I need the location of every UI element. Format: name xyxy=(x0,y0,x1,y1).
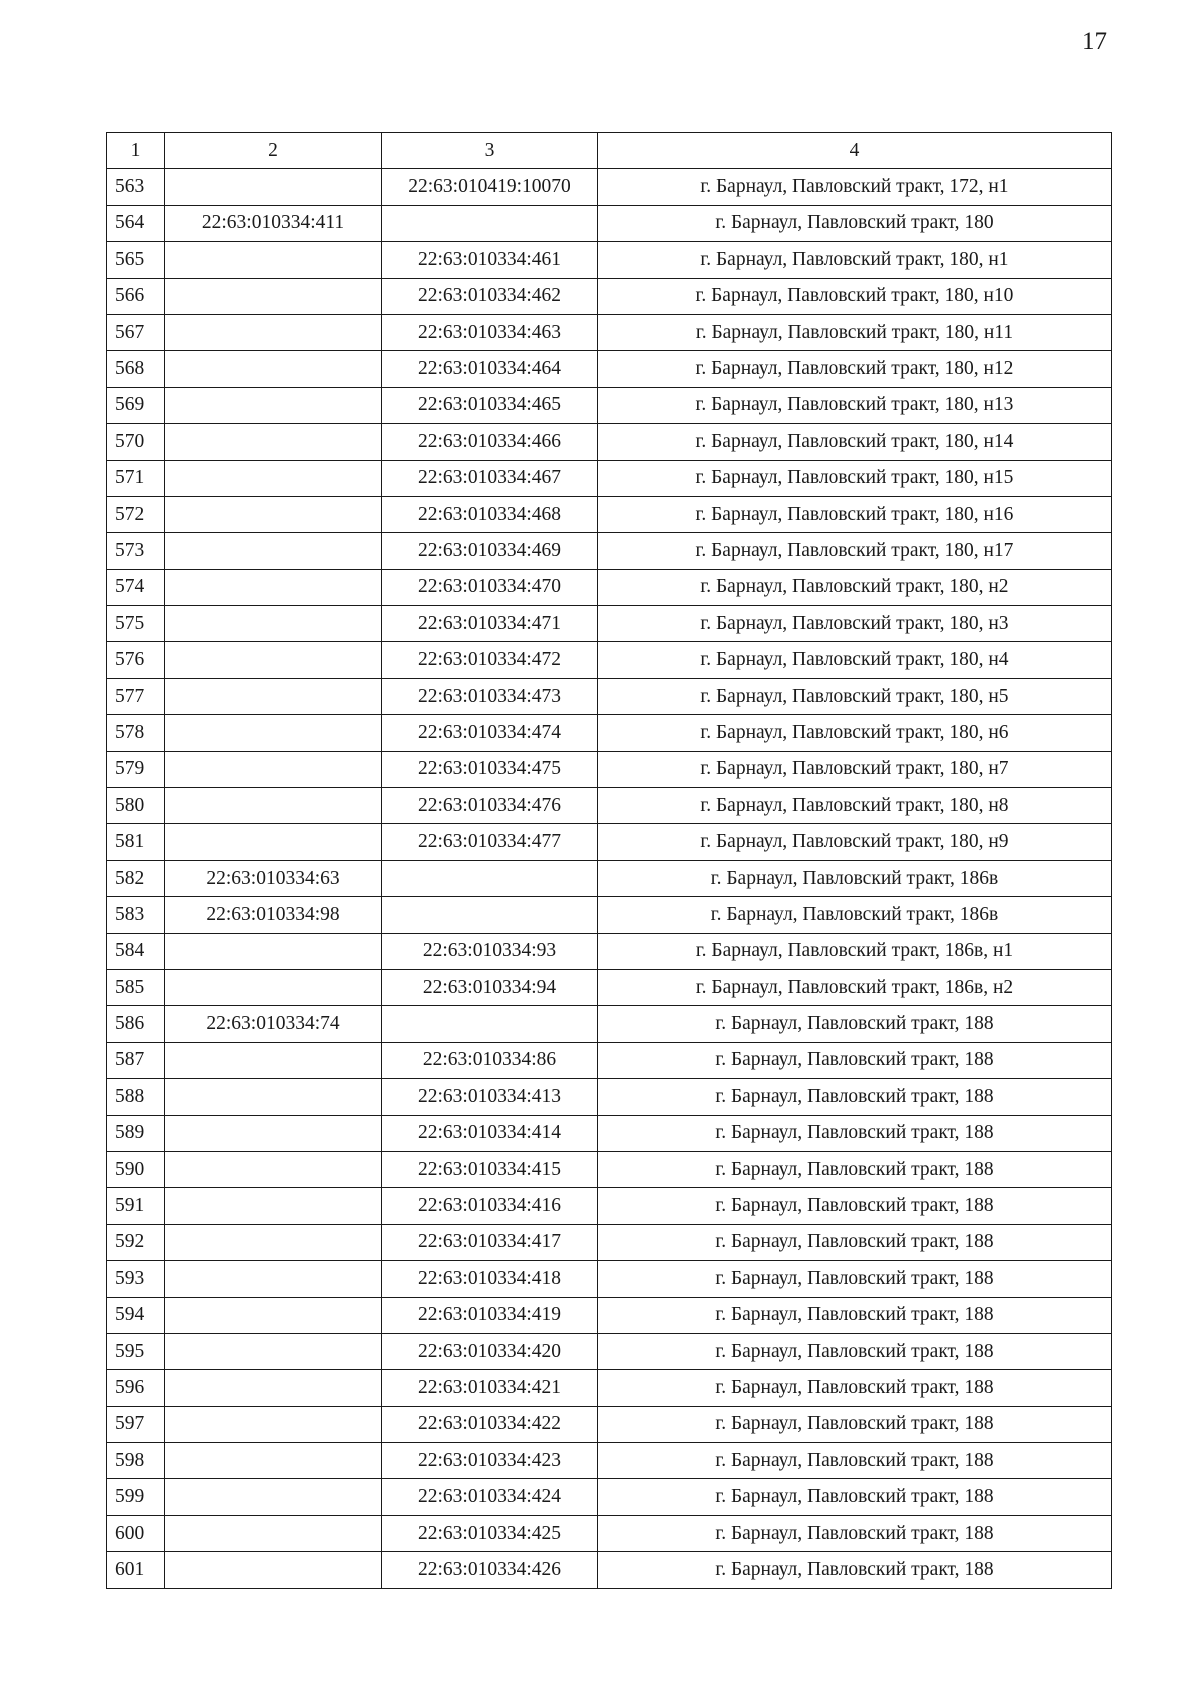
row-number-cell: 569 xyxy=(107,387,165,423)
address-cell: г. Барнаул, Павловский тракт, 180, н4 xyxy=(598,642,1112,678)
cadastral-number-cell xyxy=(165,278,382,314)
table-row xyxy=(107,1479,1112,1515)
address-cell: г. Барнаул, Павловский тракт, 180, н13 xyxy=(598,387,1112,423)
address-cell: г. Барнаул, Павловский тракт, 186в, н1 xyxy=(598,933,1112,969)
row-number-cell: 563 xyxy=(107,169,165,205)
table-row xyxy=(107,1261,1112,1297)
cadastral-number-cell: 22:63:010334:74 xyxy=(165,1006,382,1042)
object-cadastral-number-cell: 22:63:010334:86 xyxy=(382,1042,598,1078)
cadastral-number-cell xyxy=(165,242,382,278)
row-number-cell: 595 xyxy=(107,1333,165,1369)
cadastral-number-cell xyxy=(165,1406,382,1442)
row-number-cell: 565 xyxy=(107,242,165,278)
cadastral-number-cell xyxy=(165,1297,382,1333)
cadastral-number-cell xyxy=(165,1370,382,1406)
object-cadastral-number-cell: 22:63:010334:467 xyxy=(382,460,598,496)
table-row xyxy=(107,933,1112,969)
address-cell: г. Барнаул, Павловский тракт, 180, н8 xyxy=(598,788,1112,824)
table-row xyxy=(107,1333,1112,1369)
row-number-cell: 566 xyxy=(107,278,165,314)
address-cell: г. Барнаул, Павловский тракт, 188 xyxy=(598,1042,1112,1078)
table-row xyxy=(107,824,1112,860)
row-number-cell: 582 xyxy=(107,860,165,896)
row-number-cell: 584 xyxy=(107,933,165,969)
row-number-cell: 588 xyxy=(107,1079,165,1115)
table-row xyxy=(107,1370,1112,1406)
cadastral-number-cell: 22:63:010334:63 xyxy=(165,860,382,896)
row-number-cell: 591 xyxy=(107,1188,165,1224)
column-header-3: 3 xyxy=(382,133,598,169)
address-cell: г. Барнаул, Павловский тракт, 180, н2 xyxy=(598,569,1112,605)
object-cadastral-number-cell xyxy=(382,897,598,933)
row-number-cell: 587 xyxy=(107,1042,165,1078)
address-cell: г. Барнаул, Павловский тракт, 186в, н2 xyxy=(598,969,1112,1005)
object-cadastral-number-cell: 22:63:010334:469 xyxy=(382,533,598,569)
address-cell: г. Барнаул, Павловский тракт, 188 xyxy=(598,1079,1112,1115)
object-cadastral-number-cell: 22:63:010334:468 xyxy=(382,496,598,532)
address-cell: г. Барнаул, Павловский тракт, 188 xyxy=(598,1297,1112,1333)
address-cell: г. Барнаул, Павловский тракт, 180, н1 xyxy=(598,242,1112,278)
cadastral-number-cell xyxy=(165,1443,382,1479)
column-header-4: 4 xyxy=(598,133,1112,169)
row-number-cell: 599 xyxy=(107,1479,165,1515)
address-cell: г. Барнаул, Павловский тракт, 180, н15 xyxy=(598,460,1112,496)
object-cadastral-number-cell: 22:63:010334:424 xyxy=(382,1479,598,1515)
row-number-cell: 570 xyxy=(107,424,165,460)
object-cadastral-number-cell xyxy=(382,860,598,896)
address-cell: г. Барнаул, Павловский тракт, 180, н7 xyxy=(598,751,1112,787)
row-number-cell: 567 xyxy=(107,314,165,350)
address-cell: г. Барнаул, Павловский тракт, 186в xyxy=(598,860,1112,896)
cadastral-number-cell xyxy=(165,533,382,569)
table-row xyxy=(107,1552,1112,1588)
object-cadastral-number-cell: 22:63:010334:422 xyxy=(382,1406,598,1442)
address-cell: г. Барнаул, Павловский тракт, 180, н5 xyxy=(598,678,1112,714)
cadastral-number-cell xyxy=(165,824,382,860)
cadastral-number-cell xyxy=(165,460,382,496)
cadastral-number-cell xyxy=(165,169,382,205)
table-row xyxy=(107,860,1112,896)
object-cadastral-number-cell: 22:63:010334:418 xyxy=(382,1261,598,1297)
object-cadastral-number-cell xyxy=(382,1006,598,1042)
table-row xyxy=(107,1188,1112,1224)
column-header-2: 2 xyxy=(165,133,382,169)
cadastral-number-cell xyxy=(165,351,382,387)
object-cadastral-number-cell: 22:63:010334:464 xyxy=(382,351,598,387)
object-cadastral-number-cell: 22:63:010334:414 xyxy=(382,1115,598,1151)
table-row xyxy=(107,1406,1112,1442)
object-cadastral-number-cell: 22:63:010334:420 xyxy=(382,1333,598,1369)
cadastral-number-cell xyxy=(165,1151,382,1187)
object-cadastral-number-cell: 22:63:010334:475 xyxy=(382,751,598,787)
table-row xyxy=(107,788,1112,824)
row-number-cell: 564 xyxy=(107,205,165,241)
object-cadastral-number-cell: 22:63:010334:463 xyxy=(382,314,598,350)
object-cadastral-number-cell: 22:63:010334:471 xyxy=(382,606,598,642)
row-number-cell: 572 xyxy=(107,496,165,532)
row-number-cell: 593 xyxy=(107,1261,165,1297)
cadastral-number-cell xyxy=(165,678,382,714)
table-row xyxy=(107,169,1112,205)
cadastral-number-cell xyxy=(165,1042,382,1078)
cadastral-number-cell xyxy=(165,1115,382,1151)
address-cell: г. Барнаул, Павловский тракт, 188 xyxy=(598,1115,1112,1151)
row-number-cell: 583 xyxy=(107,897,165,933)
page-number: 17 xyxy=(1082,28,1107,55)
address-cell: г. Барнаул, Павловский тракт, 188 xyxy=(598,1552,1112,1588)
object-cadastral-number-cell: 22:63:010334:476 xyxy=(382,788,598,824)
address-cell: г. Барнаул, Павловский тракт, 180, н3 xyxy=(598,606,1112,642)
row-number-cell: 586 xyxy=(107,1006,165,1042)
cadastral-number-cell xyxy=(165,788,382,824)
table-row xyxy=(107,606,1112,642)
object-cadastral-number-cell: 22:63:010334:421 xyxy=(382,1370,598,1406)
address-cell: г. Барнаул, Павловский тракт, 188 xyxy=(598,1006,1112,1042)
row-number-cell: 589 xyxy=(107,1115,165,1151)
row-number-cell: 601 xyxy=(107,1552,165,1588)
row-number-cell: 592 xyxy=(107,1224,165,1260)
table-row xyxy=(107,314,1112,350)
address-cell: г. Барнаул, Павловский тракт, 188 xyxy=(598,1188,1112,1224)
row-number-cell: 571 xyxy=(107,460,165,496)
cadastral-number-cell xyxy=(165,1515,382,1551)
table-row xyxy=(107,496,1112,532)
row-number-cell: 576 xyxy=(107,642,165,678)
object-cadastral-number-cell: 22:63:010334:423 xyxy=(382,1443,598,1479)
cadastral-number-cell xyxy=(165,424,382,460)
address-cell: г. Барнаул, Павловский тракт, 180, н14 xyxy=(598,424,1112,460)
object-cadastral-number-cell: 22:63:010334:93 xyxy=(382,933,598,969)
cadastral-number-cell: 22:63:010334:411 xyxy=(165,205,382,241)
row-number-cell: 598 xyxy=(107,1443,165,1479)
row-number-cell: 581 xyxy=(107,824,165,860)
table-row xyxy=(107,642,1112,678)
object-cadastral-number-cell: 22:63:010334:419 xyxy=(382,1297,598,1333)
row-number-cell: 600 xyxy=(107,1515,165,1551)
table-row xyxy=(107,205,1112,241)
cadastral-number-cell xyxy=(165,751,382,787)
table-body xyxy=(107,169,1112,1588)
table-row xyxy=(107,278,1112,314)
address-cell: г. Барнаул, Павловский тракт, 186в xyxy=(598,897,1112,933)
cadastral-number-cell xyxy=(165,1188,382,1224)
table-row xyxy=(107,969,1112,1005)
row-number-cell: 585 xyxy=(107,969,165,1005)
row-number-cell: 578 xyxy=(107,715,165,751)
table-row xyxy=(107,1443,1112,1479)
table-row xyxy=(107,460,1112,496)
address-cell: г. Барнаул, Павловский тракт, 188 xyxy=(598,1406,1112,1442)
table-row xyxy=(107,533,1112,569)
address-cell: г. Барнаул, Павловский тракт, 188 xyxy=(598,1515,1112,1551)
object-cadastral-number-cell: 22:63:010334:466 xyxy=(382,424,598,460)
address-cell: г. Барнаул, Павловский тракт, 180 xyxy=(598,205,1112,241)
address-cell: г. Барнаул, Павловский тракт, 188 xyxy=(598,1333,1112,1369)
object-cadastral-number-cell: 22:63:010334:473 xyxy=(382,678,598,714)
row-number-cell: 573 xyxy=(107,533,165,569)
table-row xyxy=(107,1297,1112,1333)
table-row xyxy=(107,1224,1112,1260)
table-row xyxy=(107,751,1112,787)
object-cadastral-number-cell: 22:63:010334:477 xyxy=(382,824,598,860)
address-cell: г. Барнаул, Павловский тракт, 188 xyxy=(598,1443,1112,1479)
object-cadastral-number-cell: 22:63:010334:461 xyxy=(382,242,598,278)
row-number-cell: 590 xyxy=(107,1151,165,1187)
row-number-cell: 579 xyxy=(107,751,165,787)
row-number-cell: 597 xyxy=(107,1406,165,1442)
cadastral-number-cell xyxy=(165,606,382,642)
address-cell: г. Барнаул, Павловский тракт, 172, н1 xyxy=(598,169,1112,205)
address-cell: г. Барнаул, Павловский тракт, 180, н10 xyxy=(598,278,1112,314)
table-row xyxy=(107,1006,1112,1042)
object-cadastral-number-cell: 22:63:010334:416 xyxy=(382,1188,598,1224)
cadastral-number-cell xyxy=(165,1479,382,1515)
address-cell: г. Барнаул, Павловский тракт, 188 xyxy=(598,1151,1112,1187)
address-cell: г. Барнаул, Павловский тракт, 188 xyxy=(598,1370,1112,1406)
table-header-row xyxy=(107,133,1112,169)
address-cell: г. Барнаул, Павловский тракт, 188 xyxy=(598,1261,1112,1297)
address-cell: г. Барнаул, Павловский тракт, 180, н12 xyxy=(598,351,1112,387)
address-cell: г. Барнаул, Павловский тракт, 180, н11 xyxy=(598,314,1112,350)
cadastral-number-cell xyxy=(165,642,382,678)
cadastral-number-cell: 22:63:010334:98 xyxy=(165,897,382,933)
address-cell: г. Барнаул, Павловский тракт, 180, н9 xyxy=(598,824,1112,860)
object-cadastral-number-cell: 22:63:010334:465 xyxy=(382,387,598,423)
object-cadastral-number-cell xyxy=(382,205,598,241)
table-row xyxy=(107,242,1112,278)
column-header-1: 1 xyxy=(107,133,165,169)
row-number-cell: 580 xyxy=(107,788,165,824)
row-number-cell: 575 xyxy=(107,606,165,642)
cadastral-number-cell xyxy=(165,569,382,605)
address-cell: г. Барнаул, Павловский тракт, 180, н17 xyxy=(598,533,1112,569)
object-cadastral-number-cell: 22:63:010334:425 xyxy=(382,1515,598,1551)
cadastral-number-cell xyxy=(165,496,382,532)
address-cell: г. Барнаул, Павловский тракт, 188 xyxy=(598,1224,1112,1260)
table-row xyxy=(107,715,1112,751)
table-row xyxy=(107,351,1112,387)
table-row xyxy=(107,1042,1112,1078)
address-cell: г. Барнаул, Павловский тракт, 180, н16 xyxy=(598,496,1112,532)
row-number-cell: 574 xyxy=(107,569,165,605)
registry-table xyxy=(106,132,1112,1589)
cadastral-number-cell xyxy=(165,969,382,1005)
cadastral-number-cell xyxy=(165,1079,382,1115)
row-number-cell: 596 xyxy=(107,1370,165,1406)
address-cell: г. Барнаул, Павловский тракт, 188 xyxy=(598,1479,1112,1515)
object-cadastral-number-cell: 22:63:010334:472 xyxy=(382,642,598,678)
cadastral-number-cell xyxy=(165,1552,382,1588)
row-number-cell: 577 xyxy=(107,678,165,714)
cadastral-number-cell xyxy=(165,715,382,751)
object-cadastral-number-cell: 22:63:010334:474 xyxy=(382,715,598,751)
object-cadastral-number-cell: 22:63:010334:415 xyxy=(382,1151,598,1187)
object-cadastral-number-cell: 22:63:010334:417 xyxy=(382,1224,598,1260)
table-row xyxy=(107,1115,1112,1151)
object-cadastral-number-cell: 22:63:010334:462 xyxy=(382,278,598,314)
object-cadastral-number-cell: 22:63:010419:10070 xyxy=(382,169,598,205)
table-row xyxy=(107,387,1112,423)
cadastral-number-cell xyxy=(165,1333,382,1369)
table-row xyxy=(107,897,1112,933)
cadastral-number-cell xyxy=(165,1261,382,1297)
object-cadastral-number-cell: 22:63:010334:94 xyxy=(382,969,598,1005)
cadastral-number-cell xyxy=(165,1224,382,1260)
object-cadastral-number-cell: 22:63:010334:413 xyxy=(382,1079,598,1115)
cadastral-number-cell xyxy=(165,314,382,350)
address-cell: г. Барнаул, Павловский тракт, 180, н6 xyxy=(598,715,1112,751)
cadastral-number-cell xyxy=(165,933,382,969)
row-number-cell: 568 xyxy=(107,351,165,387)
table-row xyxy=(107,1151,1112,1187)
table-row xyxy=(107,424,1112,460)
table-row xyxy=(107,569,1112,605)
table-row xyxy=(107,1079,1112,1115)
object-cadastral-number-cell: 22:63:010334:470 xyxy=(382,569,598,605)
object-cadastral-number-cell: 22:63:010334:426 xyxy=(382,1552,598,1588)
table-row xyxy=(107,678,1112,714)
cadastral-number-cell xyxy=(165,387,382,423)
row-number-cell: 594 xyxy=(107,1297,165,1333)
table-row xyxy=(107,1515,1112,1551)
